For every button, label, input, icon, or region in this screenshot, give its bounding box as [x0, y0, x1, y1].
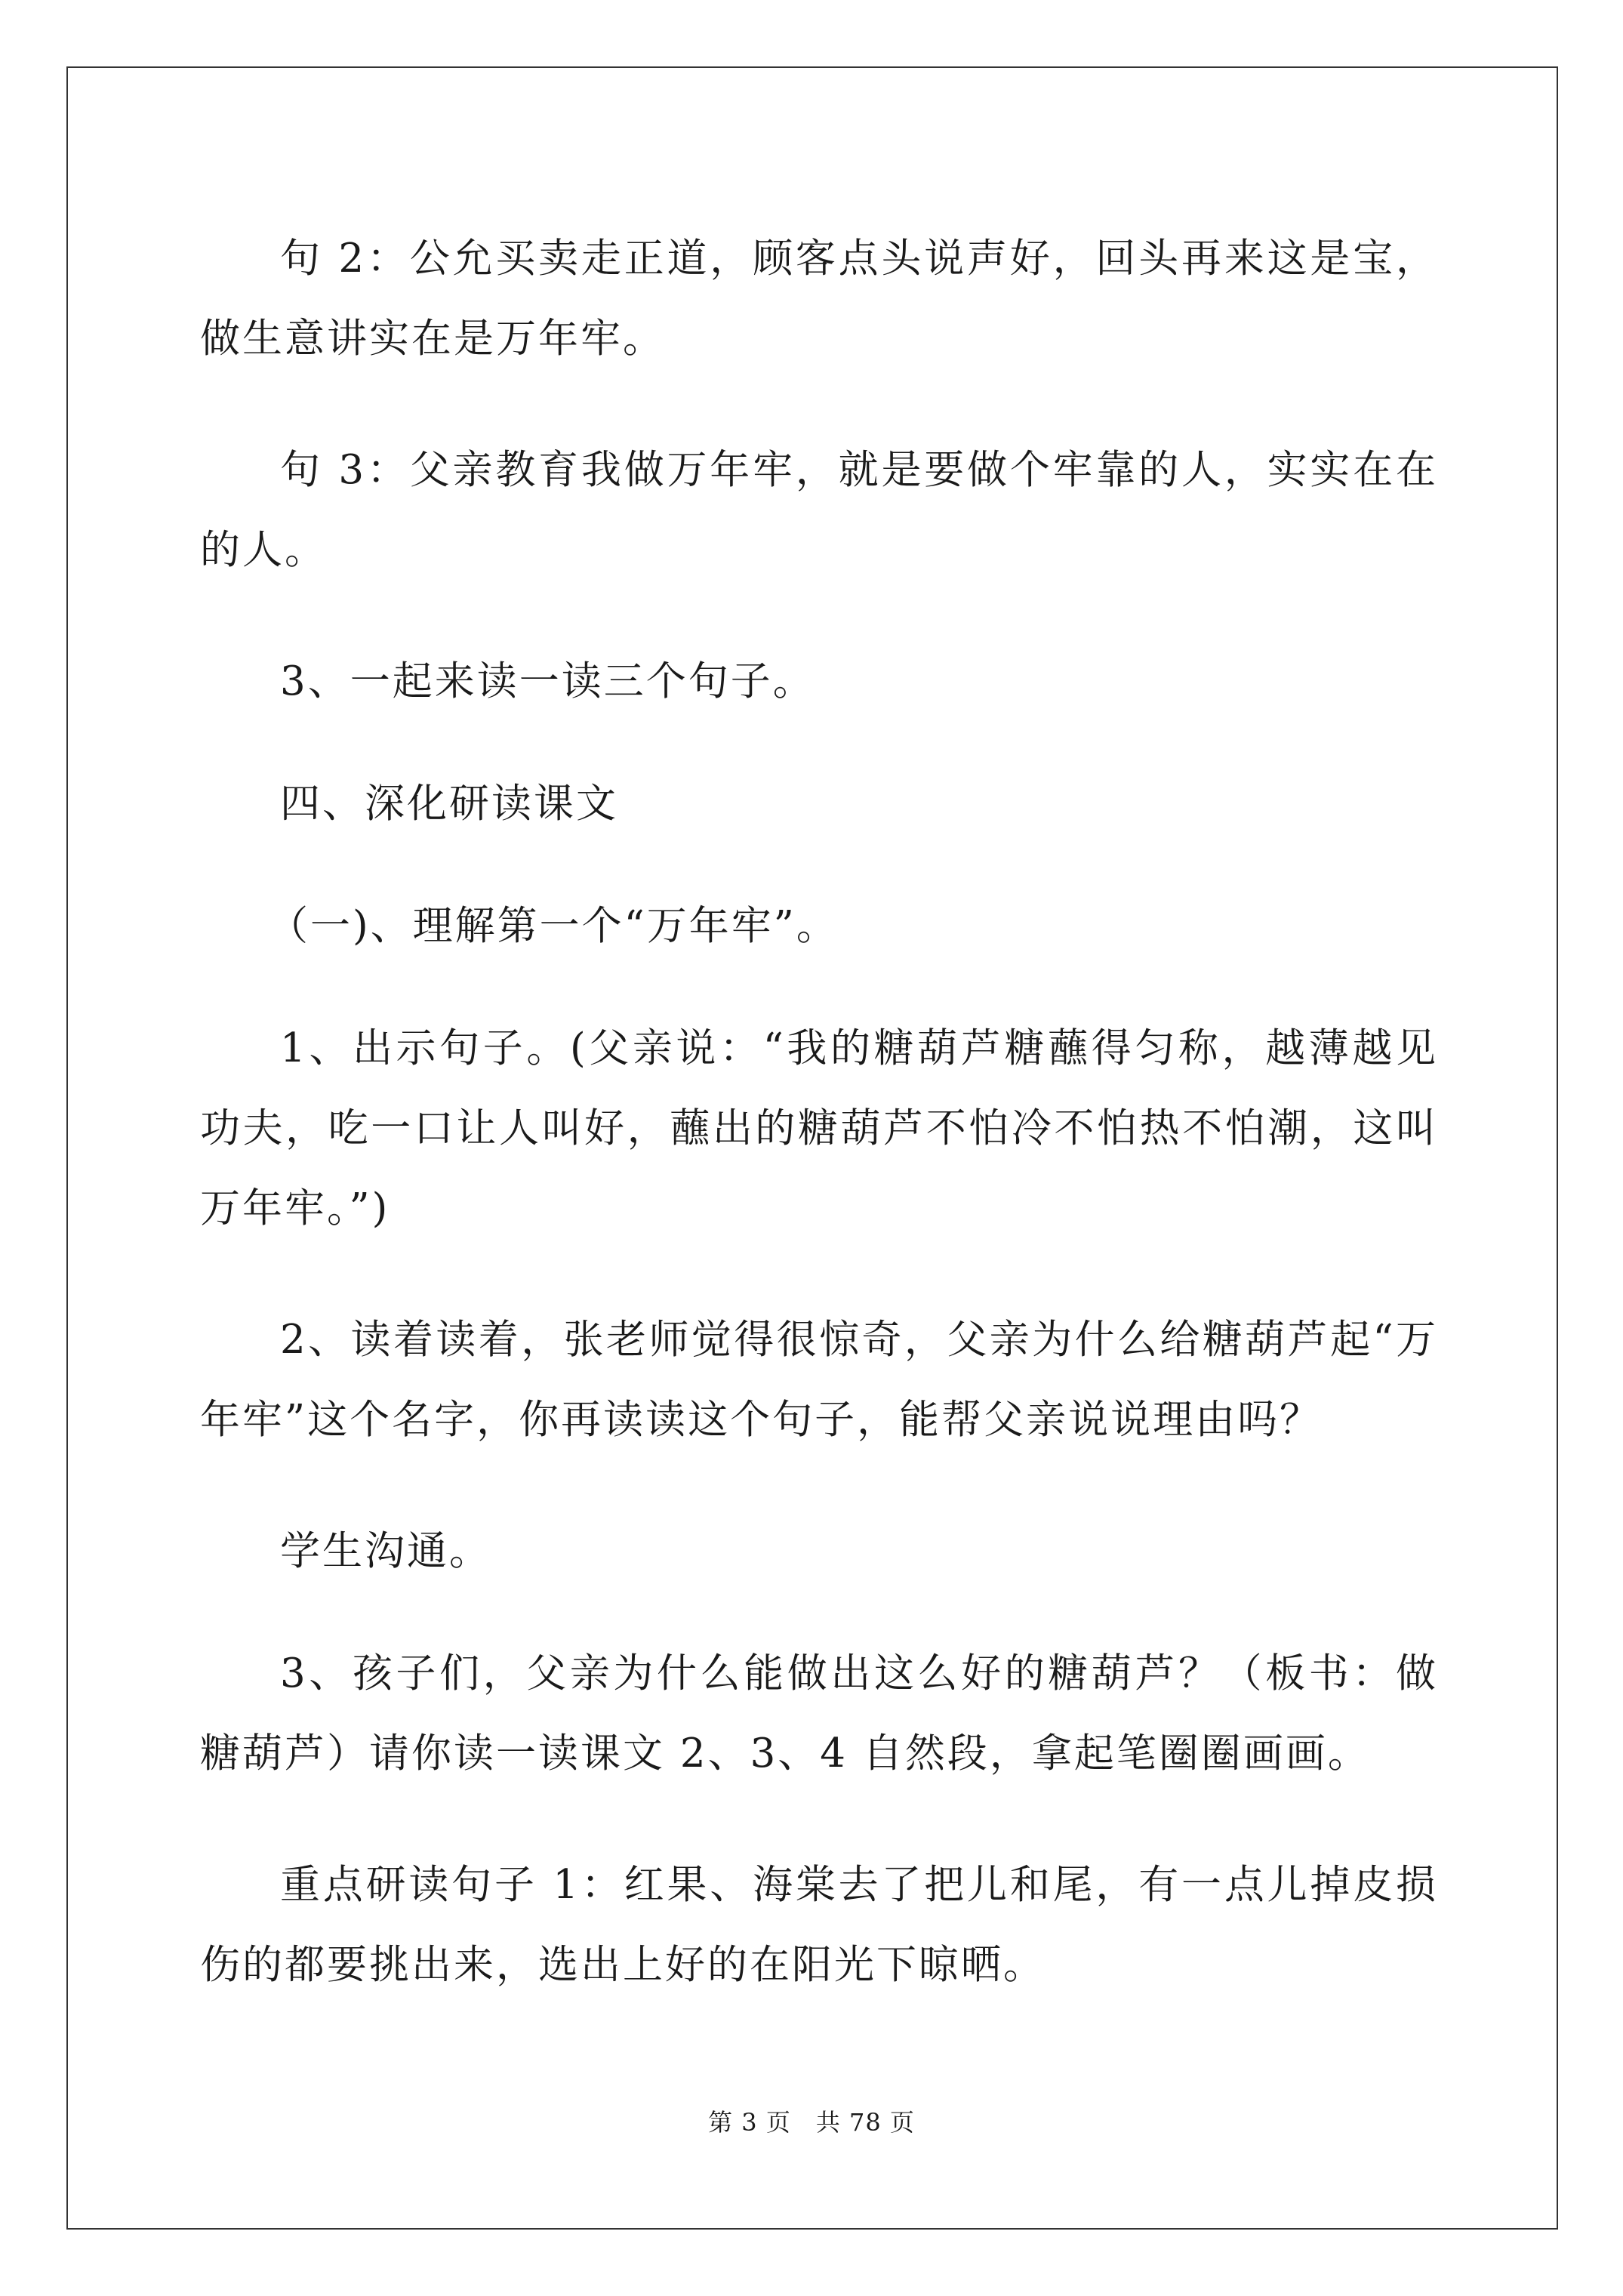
paragraph-show-sentence: 1、出示句子。(父亲说：“我的糖葫芦糖蘸得匀称，越薄越见功夫，吃一口让人叫好，蘸出的糖葫芦不怕冷不怕热不怕潮，这叫万年牢。”)	[200, 1025, 1438, 1231]
page-number-footer: 第 3 页 共 78 页	[708, 2108, 915, 2137]
subsection-heading-1: （一)、理解第一个“万年牢”。	[268, 903, 839, 949]
section-heading-4: 四、深化研读课文	[280, 781, 618, 827]
paragraph-read-three-sentences: 3、一起来读一读三个句子。	[280, 658, 815, 704]
paragraph-sentence-2: 句 2：公允买卖走正道，顾客点头说声好，回头再来这是宝，做生意讲实在是万年牢。	[200, 236, 1438, 362]
paragraph-teacher-question: 2、读着读着，张老师觉得很惊奇，父亲为什么给糖葫芦起“万年牢”这个名字，你再读读这个句子，能帮父亲说说理由吗？	[200, 1317, 1438, 1443]
paragraph-sentence-3: 句 3：父亲教育我做万年牢，就是要做个牢靠的人，实实在在的人。	[200, 447, 1438, 573]
paragraph-student-communication: 学生沟通。	[280, 1528, 491, 1574]
paragraph-children-question: 3、孩子们，父亲为什么能做出这么好的糖葫芦？（板书：做糖葫芦）请你读一读课文 2、3、4 自然段，拿起笔圈圈画画。	[200, 1650, 1438, 1777]
document-body	[200, 219, 1438, 2057]
paragraph-key-sentence-1: 重点研读句子 1：红果、海棠去了把儿和尾，有一点儿掉皮损伤的都要挑出来，选出上好的在阳光下晾晒。	[200, 1862, 1438, 1988]
